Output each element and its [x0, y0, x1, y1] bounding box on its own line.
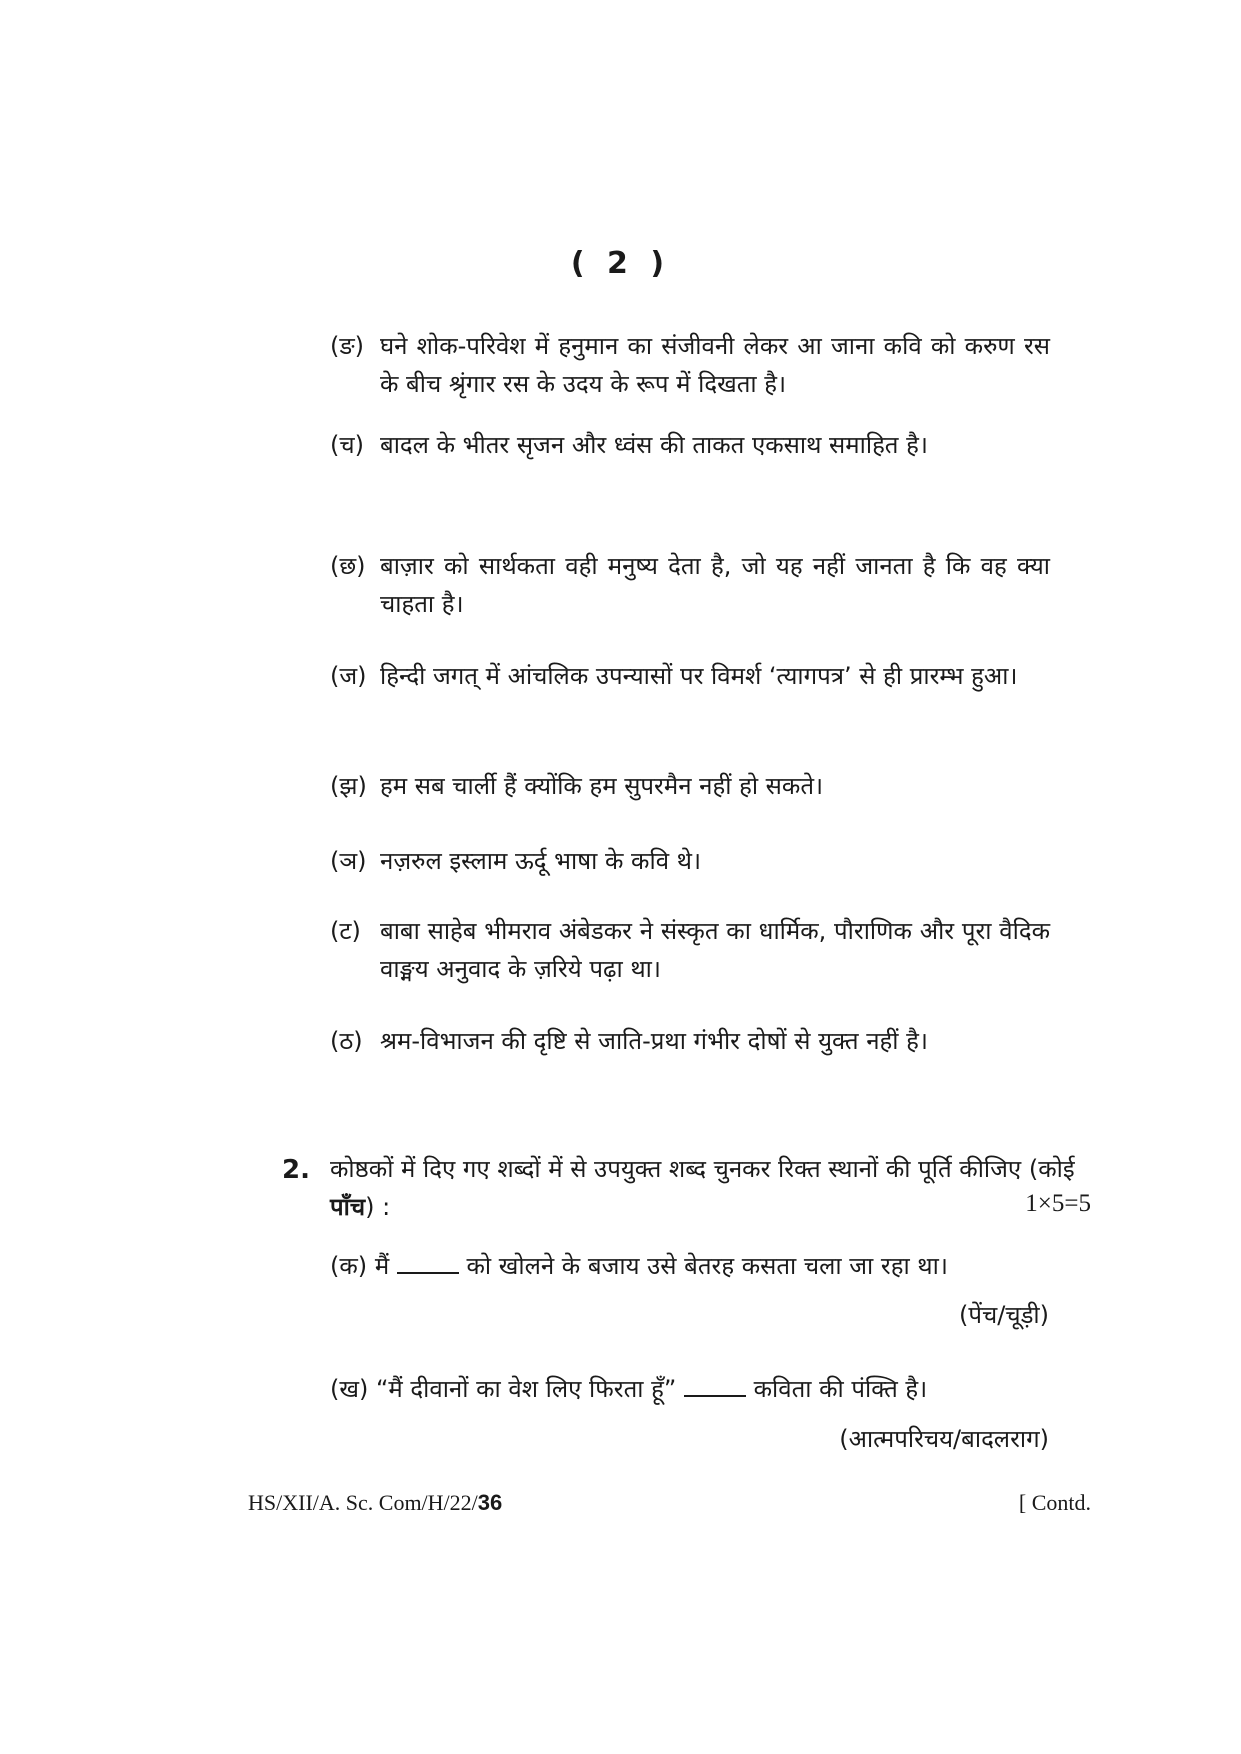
question-marks: 1×5=5 [1025, 1190, 1091, 1217]
list-item [330, 547, 1050, 623]
question-number: 2. [282, 1155, 310, 1185]
item-label: (क) [330, 1252, 368, 1280]
item-text: हम सब चार्ली हैं क्योंकि हम सुपरमैन नहीं हो सकते। [380, 772, 824, 800]
answer-blank [684, 1373, 746, 1397]
item-label: (छ) [330, 552, 366, 580]
answer-options: (पेंच/चूड़ी) [959, 1301, 1049, 1329]
item-text: श्रम-विभाजन की दृष्टि से जाति-प्रथा गंभीर दोषों से युक्त नहीं है। [380, 1027, 928, 1055]
instruction-end-text: ) : [365, 1193, 391, 1221]
continued-label: [ Contd. [1018, 1490, 1091, 1515]
blank-item [330, 1247, 1050, 1285]
item-label: (च) [330, 431, 364, 459]
item-label: (ज) [330, 662, 367, 690]
item-text: हिन्दी जगत् में आंचलिक उपन्यासों पर विमर्श ‘त्यागपत्र’ से ही प्रारम्भ हुआ। [380, 662, 1018, 690]
list-item [330, 912, 1050, 988]
instruction-text: कोष्ठकों में दिए गए शब्दों में से उपयुक्त शब्द चुनकर रिक्त स्थानों की पूर्ति कीजिए (कोई [330, 1155, 1075, 1183]
list-item [330, 426, 1050, 464]
item-label: (ट) [330, 917, 361, 945]
item-label: (ङ) [330, 332, 365, 360]
item-text: नज़रुल इस्लाम ऊर्दू भाषा के कवि थे। [380, 847, 702, 875]
question-instruction [330, 1150, 1090, 1226]
blank-item [330, 1370, 1050, 1408]
before-blank-text: मैं [374, 1252, 390, 1280]
item-text: बादल के भीतर सृजन और ध्वंस की ताकत एकसाथ समाहित है। [380, 431, 928, 459]
paper-code [248, 1490, 502, 1516]
item-label: (ख) [330, 1375, 369, 1403]
paper-code-bold: 36 [477, 1490, 503, 1515]
list-item [330, 327, 1050, 403]
after-blank-text: कविता की पंक्ति है। [753, 1375, 928, 1403]
item-text: बाज़ार को सार्थकता वही मनुष्य देता है, जो यह नहीं जानता है कि वह क्या चाहता है। [380, 552, 1050, 618]
item-label: (ठ) [330, 1027, 363, 1055]
answer-blank [397, 1250, 459, 1274]
item-text: बाबा साहेब भीमराव अंबेडकर ने संस्कृत का धार्मिक, पौराणिक और पूरा वैदिक वाङ्मय अनुवाद के ज़रिये पढ़ा था। [380, 917, 1050, 983]
list-item [330, 1022, 1050, 1060]
list-item [330, 657, 1050, 695]
item-label: (ञ) [330, 847, 367, 875]
item-label: (झ) [330, 772, 367, 800]
page-number: ( 2 ) [570, 246, 671, 281]
list-item [330, 842, 1050, 880]
item-text: घने शोक-परिवेश में हनुमान का संजीवनी लेकर आ जाना कवि को करुण रस के बीच श्रृंगार रस के उदय के रूप में दिखता है। [380, 332, 1050, 398]
answer-options: (आत्मपरिचय/बादलराग) [839, 1425, 1049, 1453]
paper-code-prefix: HS/XII/A. Sc. Com/H/22/ [248, 1490, 478, 1515]
list-item [330, 767, 1050, 805]
instruction-bold-text: पाँच [330, 1193, 366, 1221]
before-blank-text: “मैं दीवानों का वेश लिए फिरता हूँ” [376, 1375, 677, 1403]
after-blank-text: को खोलने के बजाय उसे बेतरह कसता चला जा रहा था। [466, 1252, 948, 1280]
